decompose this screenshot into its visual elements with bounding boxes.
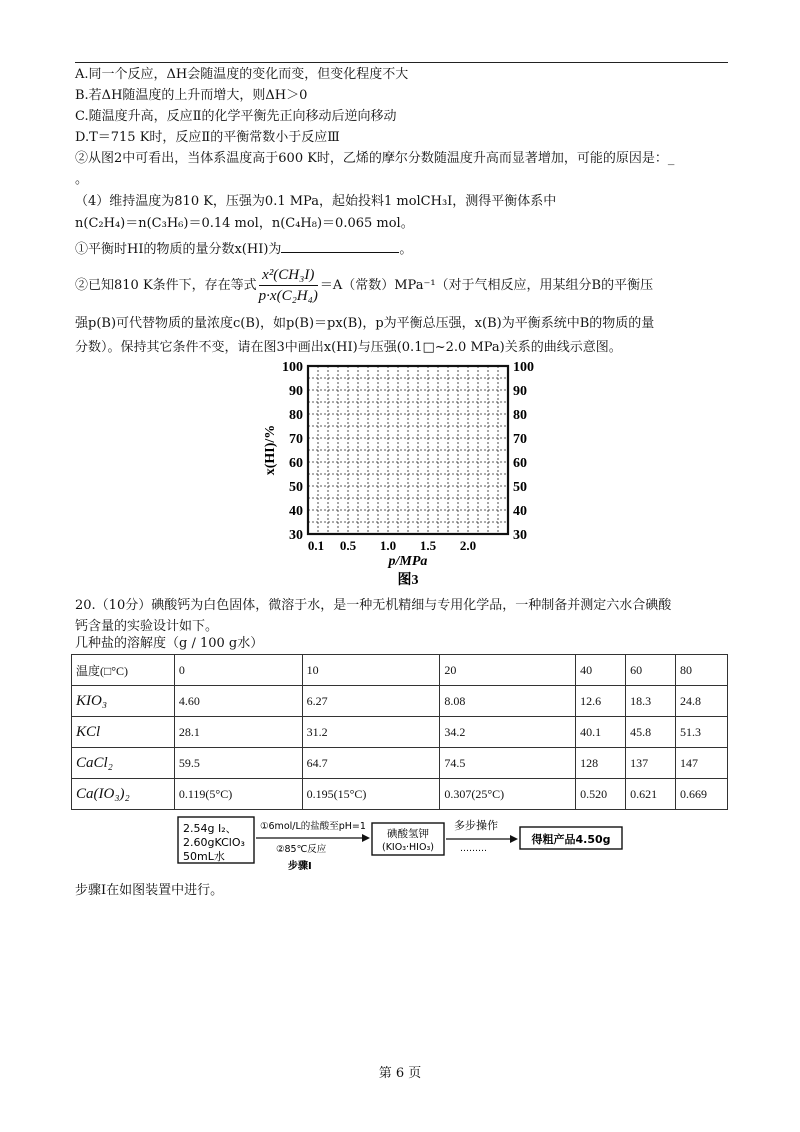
table-header-cell: 10 (302, 655, 440, 686)
table-cell: 74.5 (440, 748, 576, 779)
table-cell: 51.3 (676, 717, 728, 748)
y-tick-label-right: 60 (513, 456, 527, 471)
table-cell: 0.307(25°C) (440, 779, 576, 810)
x-tick-label: 0.1 (307, 538, 325, 553)
header-rule (75, 62, 728, 63)
table-cell: 40.1 (576, 717, 626, 748)
question-4-sub2-line3: 分数）。保持其它条件不变，请在图3中画出x(HI)与压强(0.1□~2.0 MPa)关系的曲线示意图。 (75, 340, 622, 355)
y-tick-label-right: 70 (513, 432, 527, 447)
y-tick-label-left: 40 (289, 504, 303, 519)
x-tick-label: 2.0 (459, 538, 477, 553)
table-cell: 0.669 (676, 779, 728, 810)
reactant-water: 50mL水 (183, 850, 225, 863)
table-caption: 几种盐的溶解度（g / 100 g水） (75, 636, 264, 651)
x-tick-label: 1.5 (419, 538, 437, 553)
y-ticks-right (513, 360, 534, 543)
step1-label: 步骤Ⅰ (288, 861, 312, 872)
arrowhead-icon (510, 835, 518, 843)
table-header-cell: 80 (676, 655, 728, 686)
solubility-table (71, 654, 728, 810)
sub1-end: 。 (399, 242, 413, 257)
question-4-line1: （4）维持温度为810 K，压强为0.1 MPa，起始投料1 molCH₃I，测得平衡体系中 (75, 194, 557, 209)
question-20-line2: 钙含量的实验设计如下。 (75, 619, 219, 634)
y-tick-label-right: 30 (513, 528, 527, 543)
y-tick-label-left: 100 (282, 360, 303, 375)
fraction-numerator: x²(CH₃I) (259, 266, 318, 286)
table-cell: 59.5 (174, 748, 302, 779)
sub2-prompt: ②已知810 K条件下，存在等式 (75, 278, 257, 293)
sub2-rest: ＝A（常数）MPa⁻¹（对于气相反应，用某组分B的平衡压 (319, 278, 654, 293)
table-row-label: Ca(IO₃)₂ (72, 779, 175, 810)
step2-dots: ……… (460, 844, 487, 854)
table-row (72, 779, 728, 810)
y-tick-label-left: 50 (289, 480, 303, 495)
table-cell: 4.60 (174, 686, 302, 717)
table-cell: 34.2 (440, 717, 576, 748)
table-row-label: KIO₃ (72, 686, 175, 717)
x-ticks (308, 538, 476, 553)
y-tick-label-left: 80 (289, 408, 303, 423)
table-cell: 0.621 (626, 779, 676, 810)
table-cell: 147 (676, 748, 728, 779)
x-tick-label: 0.5 (339, 538, 357, 553)
table-header-cell: 40 (576, 655, 626, 686)
table-cell: 0.119(5°C) (174, 779, 302, 810)
table-header-cell: 20 (440, 655, 576, 686)
intermediate-formula: (KIO₃·HIO₃) (382, 842, 434, 853)
arrowhead-icon (362, 834, 370, 842)
table-cell: 24.8 (676, 686, 728, 717)
question-20-line1: 20.（10分）碘酸钙为白色固体，微溶于水，是一种无机精细与专用化学品，一种制备并测定六水合碘酸 (75, 598, 672, 613)
sub1-prompt: ①平衡时HI的物质的量分数x(HI)为 (75, 242, 282, 257)
table-header-row (72, 655, 728, 686)
process-flow-diagram (176, 813, 626, 875)
y-tick-label-right: 100 (513, 360, 534, 375)
y-tick-label-right: 40 (513, 504, 527, 519)
y-tick-label-left: 90 (289, 384, 303, 399)
intermediate-name: 碘酸氢钾 (387, 828, 429, 840)
table-row (72, 748, 728, 779)
table-row (72, 686, 728, 717)
question-4-sub2 (75, 264, 653, 308)
y-axis-label: x(HI)/% (263, 424, 278, 476)
table-header-cell: 温度(□°C) (72, 655, 175, 686)
table-cell: 45.8 (626, 717, 676, 748)
table-cell: 64.7 (302, 748, 440, 779)
option-d: D.T＝715 K时，反应Ⅱ的平衡常数小于反应Ⅲ (75, 130, 340, 145)
y-ticks-left (282, 360, 303, 543)
table-row (72, 717, 728, 748)
table-cell: 12.6 (576, 686, 626, 717)
option-c: C.随温度升高，反应Ⅱ的化学平衡先正向移动后逆向移动 (75, 109, 397, 124)
y-tick-label-right: 90 (513, 384, 527, 399)
step1-description: 步骤Ⅰ在如图装置中进行。 (75, 883, 224, 898)
table-cell: 31.2 (302, 717, 440, 748)
table-cell: 6.27 (302, 686, 440, 717)
table-cell: 18.3 (626, 686, 676, 717)
table-cell: 128 (576, 748, 626, 779)
table-cell: 28.1 (174, 717, 302, 748)
option-b: B.若ΔH随温度的上升而增大，则ΔH＞0 (75, 88, 308, 103)
y-tick-label-left: 30 (289, 528, 303, 543)
question-4-line2: n(C₂H₄)＝n(C₃H₆)＝0.14 mol，n(C₄H₈)＝0.065 mol。 (75, 216, 414, 231)
y-tick-label-right: 50 (513, 480, 527, 495)
step1-condition: ②85℃反应 (276, 844, 327, 855)
y-tick-label-right: 80 (513, 408, 527, 423)
grid-lines (308, 366, 508, 534)
page-number: 第 6 页 (378, 1066, 422, 1081)
x-axis-label: p/MPa (388, 554, 428, 569)
equilibrium-fraction (259, 266, 318, 305)
question-4-sub2-line2: 强p(B)可代替物质的量浓度c(B)，如p(B)＝px(B)，p为平衡总压强，x(B)为平衡系统中B的物质的量 (75, 316, 655, 331)
reactant-iodine: 2.54g I₂、 (183, 822, 237, 835)
product-label: 得粗产品4.50g (531, 833, 611, 846)
table-cell: 8.08 (440, 686, 576, 717)
figure-caption: 图3 (397, 573, 419, 588)
question-2-text: ②从图2中可看出，当体系温度高于600 K时，乙烯的摩尔分数随温度升高而显著增加，可能的原因是：_ (75, 151, 675, 166)
table-cell: 0.520 (576, 779, 626, 810)
step1-reagent: ①6mol/L的盐酸至pH=1 (260, 821, 366, 832)
step2-label: 多步操作 (454, 819, 498, 832)
reactant-kclo3: 2.60gKClO₃ (183, 836, 245, 849)
table-cell: 0.195(15°C) (302, 779, 440, 810)
answer-blank[interactable] (281, 240, 399, 253)
y-tick-label-left: 60 (289, 456, 303, 471)
table-header-cell: 0 (174, 655, 302, 686)
x-tick-label: 1.0 (379, 538, 397, 553)
table-header-cell: 60 (626, 655, 676, 686)
figure-3-grid[interactable] (260, 358, 550, 590)
question-4-sub1 (75, 240, 412, 259)
option-a: A.同一个反应，ΔH会随温度的变化而变，但变化程度不大 (75, 67, 409, 82)
table-row-label: KCl (72, 717, 175, 748)
y-tick-label-left: 70 (289, 432, 303, 447)
fraction-denominator: p·x(C₂H₄) (258, 288, 318, 304)
question-2-continuation: 。 (75, 172, 89, 187)
table-row-label: CaCl₂ (72, 748, 175, 779)
table-cell: 137 (626, 748, 676, 779)
